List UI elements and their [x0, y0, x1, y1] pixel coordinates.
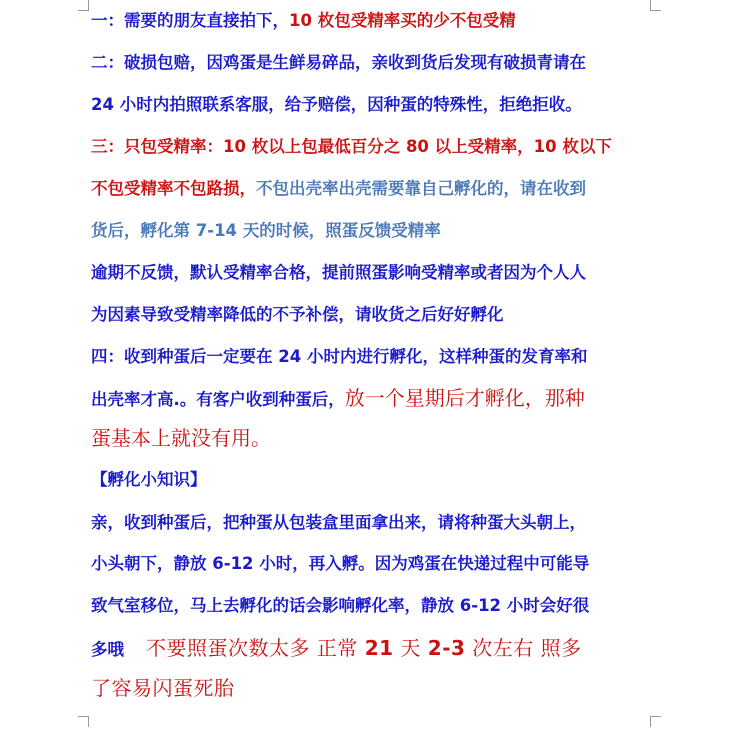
- paragraph-four-line-1: [91, 345, 587, 369]
- paragraph-four-line-3: [91, 426, 271, 450]
- text-run-highlight: 不包受精率不包路损，: [91, 179, 256, 198]
- page-corner-mark-top-right: [650, 0, 661, 11]
- page-corner-mark-bottom-left: [78, 716, 89, 727]
- text-run-warning: 了容易闪蛋死胎: [91, 676, 235, 700]
- section-heading-hatching-tips: [91, 468, 207, 492]
- paragraph-two-line-2: [91, 93, 582, 117]
- tips-line-2: [91, 552, 589, 576]
- text-run: 24 小时内拍照联系客服，给予赔偿，因种蛋的特殊性，拒绝拒收。: [91, 95, 582, 114]
- page-corner-mark-top-left: [78, 0, 89, 11]
- text-run: 为因素导致受精率降低的不予补偿，请收货之后好好孵化: [91, 305, 504, 324]
- text-run-number: 2-3: [427, 636, 466, 660]
- text-run-highlight: 10 枚包受精率买的少不包受精: [289, 11, 516, 30]
- tips-line-3: [91, 594, 589, 618]
- text-run-warning: 天: [393, 636, 428, 660]
- text-run: 出壳率才高.。有客户收到种蛋后，: [91, 390, 345, 409]
- text-run-steel: 不包出壳率出壳需要靠自己孵化的，请在收到: [256, 179, 586, 198]
- section-heading: 【孵化小知识】: [91, 470, 207, 489]
- paragraph-one: [91, 9, 516, 33]
- text-run: 二：破损包赔，因鸡蛋是生鲜易碎品，亲收到货后发现有破损青请在: [91, 53, 586, 72]
- text-run: 蛋基本上就没有用。: [91, 426, 271, 450]
- tips-line-5: [91, 676, 235, 702]
- paragraph-three-line-5: [91, 303, 504, 327]
- text-run: 货后，孵化第 7-14 天的时候，照蛋反馈受精率: [91, 221, 441, 240]
- text-run: 四：收到种蛋后一定要在 24 小时内进行孵化，这样种蛋的发育率和: [91, 347, 588, 366]
- paragraph-three-line-2: [91, 177, 586, 201]
- paragraph-four-line-2: [91, 386, 585, 412]
- text-run-warning: 放一个星期后才孵化，那种: [344, 386, 585, 410]
- text-run-warning: 不要照蛋次数太多 正常: [146, 636, 365, 660]
- text-run: 三：只包受精率：10 枚以上包最低百分之 80 以上受精率，10 枚以下: [91, 137, 612, 156]
- text-run: 逾期不反馈，默认受精率合格，提前照蛋影响受精率或者因为个人人: [91, 263, 586, 282]
- paragraph-three-line-1: [91, 135, 612, 159]
- tips-line-4: [91, 636, 582, 662]
- page-corner-mark-bottom-right: [650, 716, 661, 727]
- text-run: 致气室移位，马上去孵化的话会影响孵化率，静放 6-12 小时会好很: [91, 596, 590, 615]
- text-run: 一：需要的朋友直接拍下，: [91, 11, 289, 30]
- text-run: 亲，收到种蛋后，把种蛋从包装盒里面拿出来，请将种蛋大头朝上，: [91, 513, 586, 532]
- text-run-warning: 次左右 照多: [465, 636, 582, 660]
- text-run: 小头朝下，静放 6-12 小时，再入孵。因为鸡蛋在快递过程中可能导: [91, 554, 590, 573]
- paragraph-three-line-4: [91, 261, 586, 285]
- paragraph-three-line-3: [91, 219, 441, 243]
- paragraph-two-line-1: [91, 51, 586, 75]
- text-run: 多哦: [91, 640, 124, 659]
- tips-line-1: [91, 511, 586, 535]
- text-run-number: 21: [364, 636, 394, 660]
